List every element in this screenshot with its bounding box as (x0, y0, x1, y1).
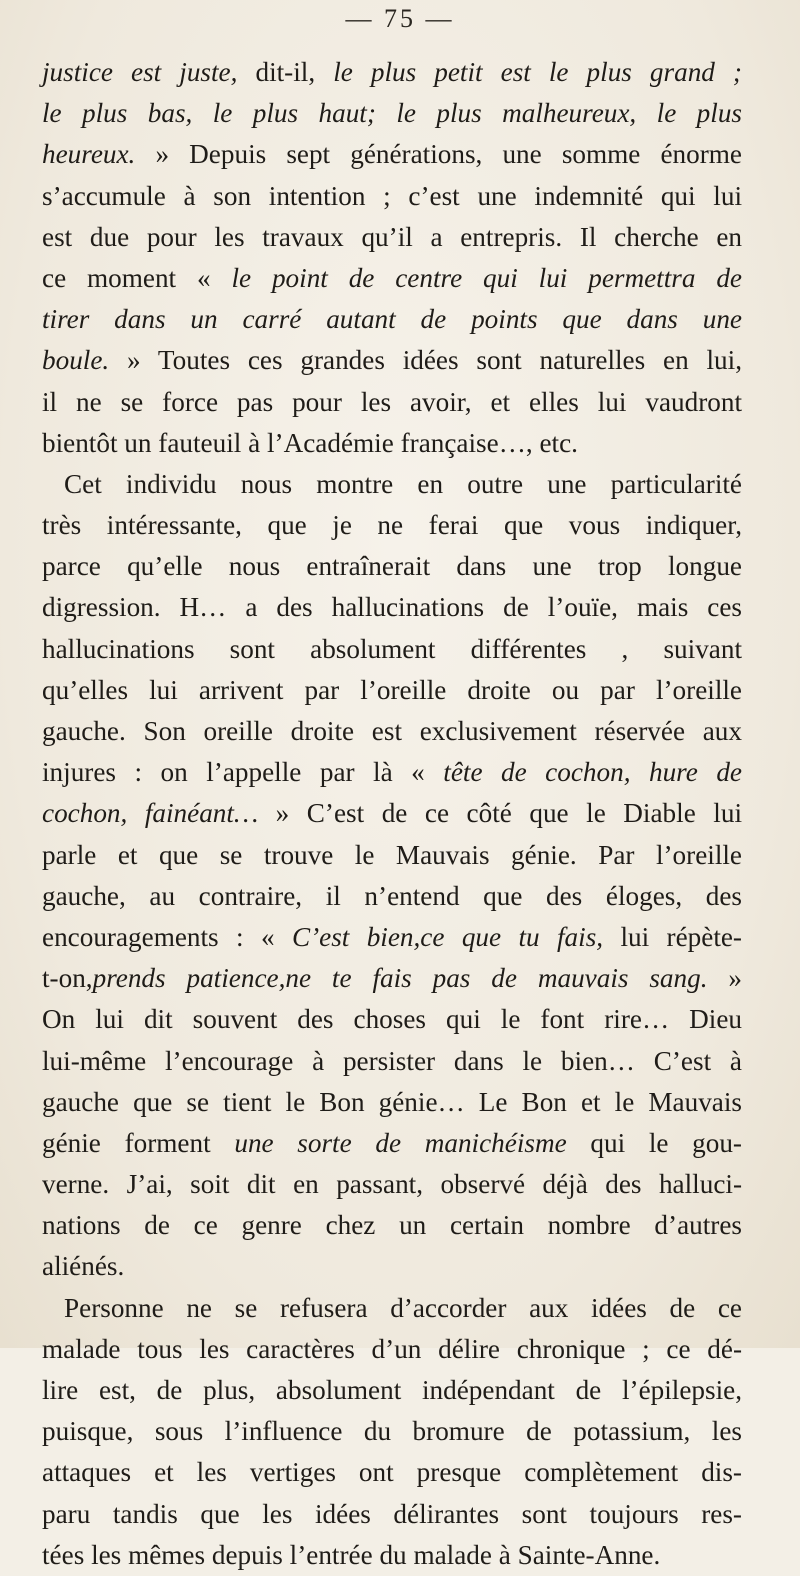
italic-text: cochon, fainéant… (42, 798, 276, 829)
text-line (42, 1535, 742, 1576)
italic-text: C’est bien,ce que tu fais, (291, 921, 621, 952)
roman-text: nations de ce genre chez un certain nombre d’autres (42, 1210, 742, 1241)
roman-text: lui répète- (620, 921, 742, 952)
italic-text: boule. (42, 345, 128, 376)
italic-text: tête de cochon, hure de (443, 757, 742, 788)
text-line (42, 1411, 742, 1452)
text-line (42, 752, 742, 793)
roman-text: attaques et les vertiges ont presque complètement dis- (42, 1457, 742, 1488)
text-line (42, 711, 742, 752)
roman-text: » (728, 963, 742, 994)
roman-text: parce qu’elle nous entraînerait dans une trop longue (42, 551, 742, 582)
text-line (42, 629, 742, 670)
roman-text: il ne se force pas pour les avoir, et elles lui vaudront (42, 386, 742, 417)
roman-text: Cet individu nous montre en outre une particularité (64, 468, 742, 499)
body-text (42, 52, 742, 1576)
roman-text: paru tandis que les idées délirantes sont toujours res- (42, 1498, 742, 1529)
text-line (42, 670, 742, 711)
roman-text: gauche, au contraire, il n’entend que des éloges, des (42, 880, 742, 911)
text-line (42, 1288, 742, 1329)
text-line (42, 835, 742, 876)
text-line (42, 876, 742, 917)
roman-text: bientôt un fauteuil à l’Académie française…, etc. (42, 427, 578, 458)
text-line (42, 423, 742, 464)
roman-text: dit-il, (255, 57, 334, 87)
italic-text: le plus petit est le plus grand ; (333, 57, 742, 87)
italic-text: le point de centre qui lui permettra de (231, 262, 742, 293)
text-line (42, 917, 742, 958)
roman-text: malade tous les caractères d’un délire chronique ; ce dé- (42, 1333, 742, 1364)
text-line (42, 1041, 742, 1082)
text-line (42, 1246, 742, 1287)
text-line (42, 340, 742, 381)
text-line (42, 1452, 742, 1493)
roman-text: On lui dit souvent des choses qui le font rire… Dieu (42, 1004, 742, 1035)
roman-text: est due pour les travaux qu’il a entrepris. Il cherche en (42, 221, 742, 252)
roman-text: qui le gou- (590, 1127, 742, 1158)
roman-text: » Toutes ces grandes idées sont naturelles en lui, (127, 345, 742, 376)
italic-text: justice est juste, (42, 57, 256, 87)
roman-text: » C’est de ce côté que le Diable lui (275, 798, 742, 829)
roman-text: verne. J’ai, soit dit en passant, observé déjà des halluci- (42, 1169, 742, 1200)
text-line (42, 464, 742, 505)
text-line (42, 134, 742, 175)
roman-text: encouragements : « (42, 921, 292, 952)
text-line (42, 217, 742, 258)
roman-text: hallucinations sont absolument différentes , suivant (42, 633, 742, 664)
italic-text: prends patience,ne te fais pas de mauvais sang. (92, 963, 729, 994)
text-line (42, 1082, 742, 1123)
text-line (42, 1164, 742, 1205)
roman-text: » Depuis sept générations, une somme énorme (155, 139, 742, 170)
roman-text: qu’elles lui arrivent par l’oreille droite ou par l’oreille (42, 674, 742, 705)
roman-text: puisque, sous l’influence du bromure de potassium, les (42, 1416, 742, 1447)
roman-text: génie forment (42, 1127, 235, 1158)
roman-text: ce moment « (42, 262, 232, 293)
roman-text: lui-même l’encourage à persister dans le bien… C’est à (42, 1045, 742, 1076)
text-line (42, 52, 742, 93)
text-line (42, 1329, 742, 1370)
roman-text: injures : on l’appelle par là « (42, 757, 444, 788)
roman-text: lire est, de plus, absolument indépendant de l’épilepsie, (42, 1375, 742, 1405)
text-line (42, 793, 742, 834)
roman-text: parle et que se trouve le Mauvais génie. Par l’oreille (42, 839, 742, 870)
text-line (42, 1370, 742, 1411)
roman-text: Personne ne se refusera d’accorder aux idées de ce (64, 1292, 742, 1323)
text-line (42, 958, 742, 999)
text-line (42, 587, 742, 628)
text-line (42, 299, 742, 340)
roman-text: t-on, (42, 963, 93, 994)
text-line (42, 1494, 742, 1535)
text-line (42, 176, 742, 217)
text-line (42, 999, 742, 1040)
text-line (42, 93, 742, 134)
roman-text: digression. H… a des hallucinations de l’ouïe, mais ces (42, 592, 742, 623)
roman-text: gauche que se tient le Bon génie… Le Bon et le Mauvais (42, 1086, 742, 1117)
text-line (42, 382, 742, 423)
text-line (42, 505, 742, 546)
italic-text: le plus bas, le plus haut; le plus malheureux, le plus (42, 98, 742, 129)
text-line (42, 1123, 742, 1164)
roman-text: s’accumule à son intention ; c’est une indemnité qui lui (42, 180, 742, 211)
page-number: — 75 — (345, 4, 455, 33)
text-line (42, 1205, 742, 1246)
roman-text: tées les mêmes depuis l’entrée du malade à Sainte-Anne. (42, 1539, 661, 1570)
text-line (42, 258, 742, 299)
italic-text: tirer dans un carré autant de points que dans une (42, 304, 742, 335)
italic-text: heureux. (42, 139, 156, 170)
italic-text: une sorte de manichéisme (234, 1127, 591, 1158)
roman-text: gauche. Son oreille droite est exclusivement réservée aux (42, 716, 742, 746)
roman-text: aliénés. (42, 1251, 125, 1282)
text-line (42, 546, 742, 587)
roman-text: très intéressante, que je ne ferai que vous indiquer, (42, 510, 742, 541)
